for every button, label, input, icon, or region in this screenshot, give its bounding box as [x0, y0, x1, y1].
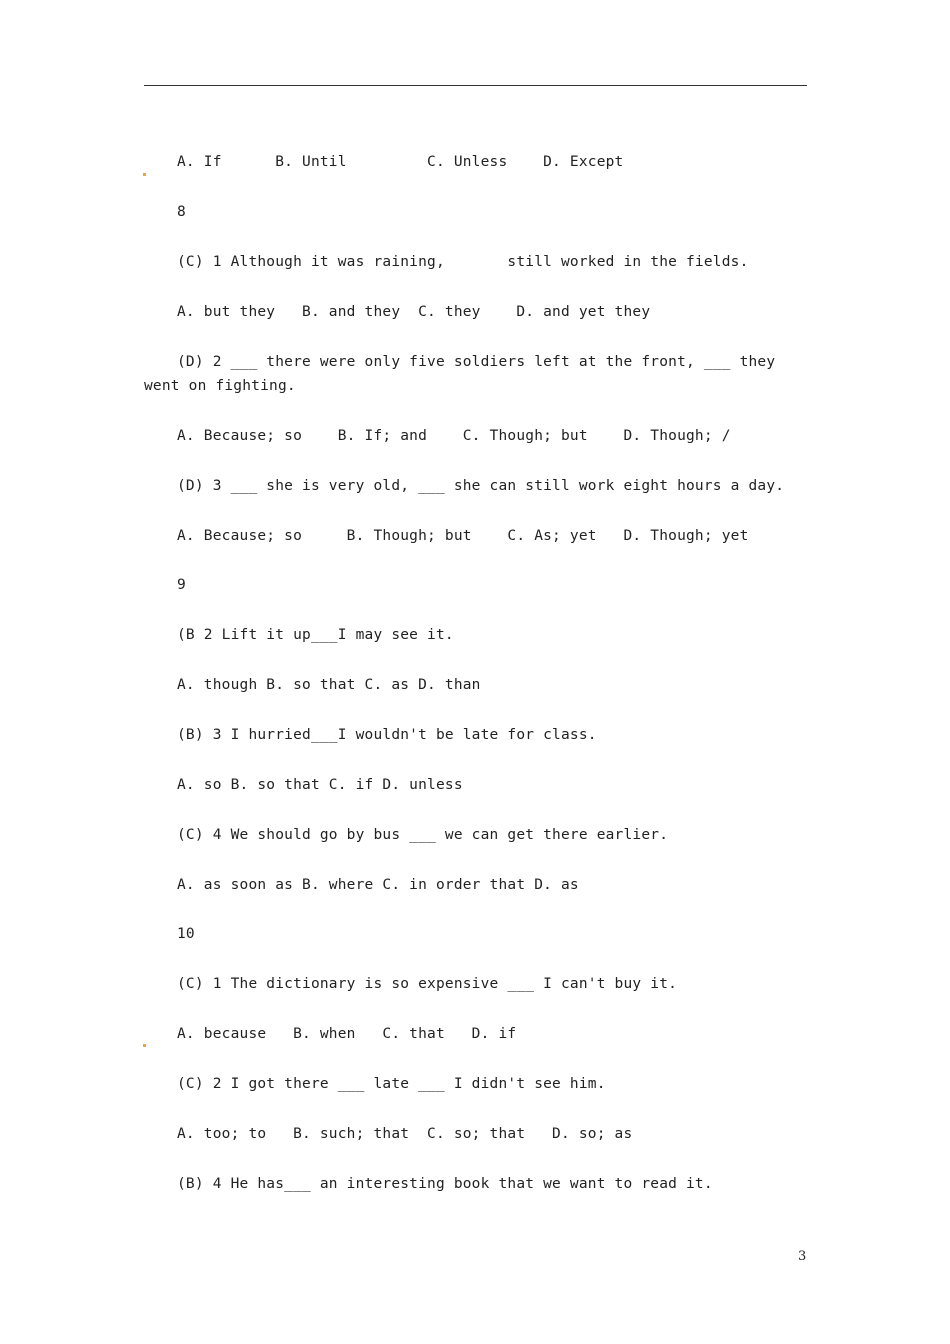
section-number: 8 [177, 204, 186, 220]
question: (C) 2 I got there ___ late ___ I didn't see him. [177, 1076, 606, 1092]
answer-options: A. Because; so B. Though; but C. As; yet D. Though; yet [177, 528, 749, 544]
answer-options: A. but they B. and they C. they D. and yet they [177, 304, 651, 320]
question: (C) 4 We should go by bus ___ we can get there earlier. [177, 827, 669, 843]
question: (C) 1 Although it was raining, still worked in the fields. [177, 254, 749, 270]
question: (C) 1 The dictionary is so expensive ___ I can't buy it. [177, 976, 678, 992]
answer-options: A. as soon as B. where C. in order that D. as [177, 877, 579, 893]
question: (B 2 Lift it up___I may see it. [177, 627, 454, 643]
section-number: 9 [177, 577, 186, 593]
answer-options: A. too; to B. such; that C. so; that D. so; as [177, 1126, 633, 1142]
margin-marker [143, 173, 146, 176]
section-number: 10 [177, 926, 195, 942]
question: (D) 2 ___ there were only five soldiers left at the front, ___ they went on fighting. [144, 354, 785, 394]
answer-options: A. Because; so B. If; and C. Though; but D. Though; / [177, 428, 731, 444]
question: (B) 3 I hurried___I wouldn't be late for class. [177, 727, 597, 743]
question: (B) 4 He has___ an interesting book that we want to read it. [177, 1176, 713, 1192]
answer-options: A. because B. when C. that D. if [177, 1026, 517, 1042]
answer-options: A. so B. so that C. if D. unless [177, 777, 463, 793]
margin-marker [143, 1044, 146, 1047]
header-rule [144, 85, 807, 86]
answer-options: A. If B. Until C. Unless D. Except [177, 154, 624, 170]
answer-options: A. though B. so that C. as D. than [177, 677, 481, 693]
page-number: 3 [798, 1249, 807, 1264]
question: (D) 3 ___ she is very old, ___ she can still work eight hours a day. [177, 478, 785, 494]
